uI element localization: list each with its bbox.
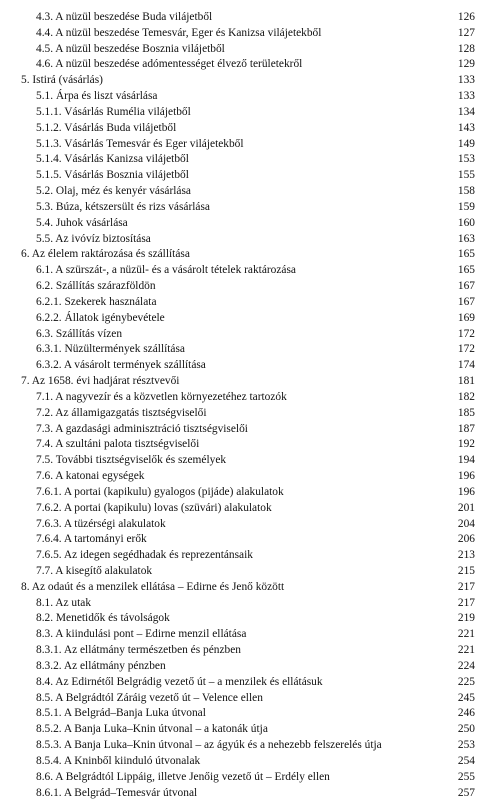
toc-entry-title: 8.5.1. A Belgrád–Banja Luka útvonal <box>36 707 206 720</box>
toc-entry-page-number: 213 <box>457 549 475 562</box>
toc-entry <box>0 26 503 42</box>
toc-entry-page-number: 206 <box>457 533 475 546</box>
toc-entry-title: 5. Istirá (vásárlás) <box>21 74 103 87</box>
toc-entry <box>0 754 503 770</box>
toc-entry-title: 6.2.1. Szekerek használata <box>36 295 157 308</box>
toc-entry-page-number: 196 <box>457 485 475 498</box>
toc-entry-title: 7.6.5. Az idegen segédhadak és reprezentánsaik <box>36 549 253 562</box>
toc-entry-title: 6. Az élelem raktározása és szállítása <box>21 248 190 261</box>
toc-entry <box>0 437 503 453</box>
toc-entry-title: 8.1. Az utak <box>36 596 92 609</box>
toc-entry <box>0 706 503 722</box>
toc-entry <box>0 469 503 485</box>
toc-entry-title: 7.6.1. A portai (kapikulu) gyalogos (pijáde) alakulatok <box>36 485 284 498</box>
toc-entry <box>0 722 503 738</box>
toc-entry <box>0 295 503 311</box>
toc-entry <box>0 232 503 248</box>
toc-entry-title: 7.1. A nagyvezír és a közvetlen környezetéhez tartozók <box>36 390 287 403</box>
toc-entry-page-number: 217 <box>457 596 475 609</box>
toc-entry-page-number: 187 <box>457 422 475 435</box>
toc-entry <box>0 770 503 786</box>
toc-entry-title: 7.3. A gazdasági adminisztráció tisztségviselői <box>36 422 248 435</box>
toc-entry-title: 8. Az odaút és a menzilek ellátása – Edirne és Jenő között <box>21 580 285 593</box>
toc-entry <box>0 786 503 801</box>
toc-entry <box>0 532 503 548</box>
toc-entry <box>0 137 503 153</box>
toc-entry-title: 8.5.4. A Kninből kiinduló útvonalak <box>36 754 201 767</box>
toc-entry-title: 5.1.1. Vásárlás Ruméliа vilájetből <box>36 105 191 118</box>
toc-entry-title: 7.6.4. A tartományi erők <box>36 533 147 546</box>
toc-entry-page-number: 172 <box>457 343 475 356</box>
toc-entry-title: 8.5. A Belgrádtól Záráig vezető út – Velence ellen <box>36 691 263 704</box>
toc-entry <box>0 152 503 168</box>
toc-entry <box>0 596 503 612</box>
toc-entry <box>0 390 503 406</box>
toc-entry <box>0 311 503 327</box>
toc-entry-title: 4.4. A nüzül beszedése Temesvár, Eger és Kanizsa vilájetekből <box>36 26 322 39</box>
toc-entry-title: 8.3.2. Az ellátmány pénzben <box>36 659 166 672</box>
toc-entry-title: 7.6.3. A tüzérségi alakulatok <box>36 517 166 530</box>
toc-entry-title: 8.3.1. Az ellátmány természetben és pénzben <box>36 644 241 657</box>
toc-entry-page-number: 192 <box>457 438 475 451</box>
toc-entry-title: 7.4. A szultáni palota tisztségviselői <box>36 438 200 451</box>
toc-entry <box>0 627 503 643</box>
toc-entry <box>0 42 503 58</box>
toc-entry-page-number: 253 <box>457 739 475 752</box>
toc-entry-title: 7.2. Az államigazgatás tisztségviselői <box>36 406 207 419</box>
toc-entry <box>0 643 503 659</box>
toc-entry-page-number: 126 <box>457 11 475 23</box>
toc-entry-title: 4.3. A nüzül beszedése Buda vilájetből <box>36 11 213 23</box>
toc-entry-page-number: 224 <box>457 659 475 672</box>
toc-entry-title: 8.6.1. A Belgrád–Temesvár útvonal <box>36 786 198 799</box>
toc-entry <box>0 611 503 627</box>
toc-entry-page-number: 182 <box>457 390 475 403</box>
toc-entry-page-number: 250 <box>457 723 475 736</box>
toc-entry-page-number: 149 <box>457 137 475 150</box>
toc-entry <box>0 89 503 105</box>
toc-entry-page-number: 181 <box>457 375 475 388</box>
toc-entry <box>0 691 503 707</box>
toc-entry-page-number: 194 <box>457 454 475 467</box>
toc-entry-page-number: 221 <box>457 628 475 641</box>
toc-entry-title: 7.5. További tisztségviselők és személyek <box>36 454 227 467</box>
toc-entry <box>0 263 503 279</box>
toc-entry-title: 4.6. A nüzül beszedése adómentességet élvező területekről <box>36 58 303 71</box>
toc-entry-title: 6.2. Szállítás szárazföldön <box>36 280 156 293</box>
toc-entry-title: 8.4. Az Edirnétől Belgrádig vezető út – a menzilek és ellátásuk <box>36 675 323 688</box>
toc-entry-title: 7.6.2. A portai (kapikulu) lovas (szüvári) alakulatok <box>36 501 272 514</box>
toc-entry-title: 7. Az 1658. évi hadjárat résztvevői <box>21 375 180 388</box>
toc-entry-page-number: 185 <box>457 406 475 419</box>
toc-entry-page-number: 255 <box>457 770 475 783</box>
toc-entry-title: 5.1.4. Vásárlás Kanizsa vilájetből <box>36 153 189 166</box>
toc-entry-page-number: 217 <box>457 580 475 593</box>
toc-entry-title: 6.3.2. A vásárolt termények szállítása <box>36 359 206 372</box>
toc-entry-page-number: 133 <box>457 74 475 87</box>
toc-entry-page-number: 159 <box>457 200 475 213</box>
toc-entry <box>0 659 503 675</box>
toc-entry-page-number: 169 <box>457 311 475 324</box>
toc-entry <box>0 279 503 295</box>
toc-entry <box>0 406 503 422</box>
toc-entry-page-number: 133 <box>457 90 475 103</box>
toc-entry-page-number: 174 <box>457 359 475 372</box>
toc-entry-page-number: 163 <box>457 232 475 245</box>
toc-entry <box>0 564 503 580</box>
toc-entry-page-number: 155 <box>457 169 475 182</box>
toc-entry <box>0 327 503 343</box>
toc-entry <box>0 675 503 691</box>
toc-entry-page-number: 225 <box>457 675 475 688</box>
toc-entry-page-number: 221 <box>457 644 475 657</box>
toc-entry-title: 5.2. Olaj, méz és kenyér vásárlása <box>36 185 191 198</box>
toc-entry-title: 4.5. A nüzül beszedése Bosznia vilájetből <box>36 42 225 55</box>
toc-entry-page-number: 196 <box>457 470 475 483</box>
toc-entry <box>0 10 503 26</box>
toc-entry-page-number: 158 <box>457 185 475 198</box>
toc-entry-title: 5.1.5. Vásárlás Bosznia vilájetből <box>36 169 189 182</box>
toc-entry-title: 8.2. Menetidők és távolságok <box>36 612 170 625</box>
toc-entry <box>0 501 503 517</box>
toc-entry-page-number: 127 <box>457 26 475 39</box>
toc-entry-page-number: 204 <box>457 517 475 530</box>
toc-entry-page-number: 254 <box>457 754 475 767</box>
toc-entry <box>0 453 503 469</box>
toc-entry-page-number: 257 <box>457 786 475 799</box>
toc-entry-page-number: 172 <box>457 327 475 340</box>
toc-entry-title: 5.3. Búza, kétszersült és rizs vásárlása <box>36 200 210 213</box>
toc-entry-page-number: 153 <box>457 153 475 166</box>
toc-entry <box>0 374 503 390</box>
toc-entry-title: 8.6. A Belgrádtól Lippáig, illetve Jenőig vezető út – Erdély ellen <box>36 770 330 783</box>
toc-entry-title: 8.5.2. A Banja Luka–Knin útvonal – a katonák útja <box>36 723 268 736</box>
toc-entry-page-number: 143 <box>457 121 475 134</box>
toc-entry <box>0 168 503 184</box>
toc-entry-title: 7.6. A katonai egységek <box>36 470 145 483</box>
toc-entry-page-number: 245 <box>457 691 475 704</box>
toc-entry-title: 6.3.1. Nüzültermények szállítása <box>36 343 185 356</box>
toc-entry <box>0 548 503 564</box>
toc-entry <box>0 73 503 89</box>
toc-entry-page-number: 246 <box>457 707 475 720</box>
toc-entry-page-number: 165 <box>457 264 475 277</box>
toc-entry <box>0 216 503 232</box>
toc-entry-title: 6.3. Szállítás vízen <box>36 327 123 340</box>
toc-entry-page-number: 128 <box>457 42 475 55</box>
toc-entry <box>0 57 503 73</box>
toc-entry-title: 8.5.3. A Banja Luka–Knin útvonal – az ágyúk és a nehezebb felszerelés útja <box>36 739 382 752</box>
toc-entry-page-number: 129 <box>457 58 475 71</box>
toc-entry <box>0 517 503 533</box>
toc-entry <box>0 121 503 137</box>
toc-entry-title: 7.7. A kisegítő alakulatok <box>36 564 153 577</box>
toc-entry <box>0 247 503 263</box>
toc-entry <box>0 105 503 121</box>
toc-entry-title: 5.5. Az ivóvíz biztosítása <box>36 232 151 245</box>
toc-entry-page-number: 201 <box>457 501 475 514</box>
toc-entry-title: 6.1. A szürszát-, a nüzül- és a vásárolt tételek raktározása <box>36 264 296 277</box>
toc-entry-page-number: 167 <box>457 295 475 308</box>
toc-entry-page-number: 215 <box>457 564 475 577</box>
toc-entry-title: 5.4. Juhok vásárlása <box>36 216 128 229</box>
toc-entry-title: 8.3. A kiindulási pont – Edirne menzil ellátása <box>36 628 247 641</box>
toc-entry <box>0 738 503 754</box>
toc-entry <box>0 342 503 358</box>
toc-entry-page-number: 167 <box>457 280 475 293</box>
toc-entry-page-number: 134 <box>457 105 475 118</box>
toc-entry <box>0 580 503 596</box>
toc-entry <box>0 485 503 501</box>
toc-entry-title: 5.1.3. Vásárlás Temesvár és Eger vilájetekből <box>36 137 244 150</box>
toc-entry-title: 6.2.2. Állatok igénybevétele <box>36 311 165 324</box>
toc-entry <box>0 422 503 438</box>
toc-entry-title: 5.1.2. Vásárlás Buda vilájetből <box>36 121 177 134</box>
toc-entry-page-number: 160 <box>457 216 475 229</box>
toc-entry-title: 5.1. Árpa és liszt vásárlása <box>36 90 158 103</box>
toc-entry <box>0 358 503 374</box>
table-of-contents <box>0 10 503 801</box>
toc-entry-page-number: 219 <box>457 612 475 625</box>
toc-entry-page-number: 165 <box>457 248 475 261</box>
toc-entry <box>0 184 503 200</box>
toc-entry <box>0 200 503 216</box>
